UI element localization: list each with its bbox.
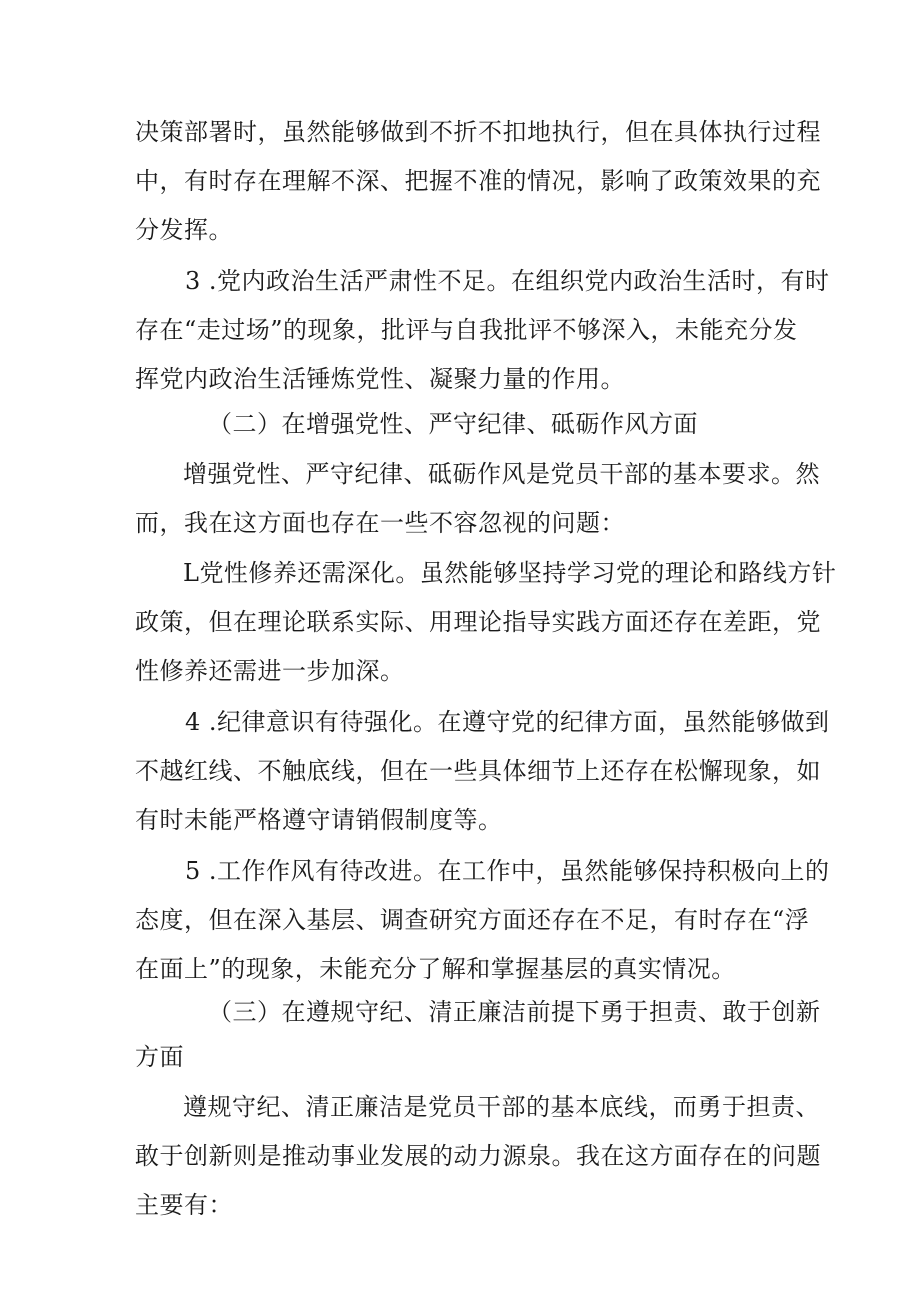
body-text-line: 政策，但在理论联系实际、用理论指导实践方面还存在差距，党 <box>135 608 821 636</box>
section-heading-2: （二）在增强党性、严守纪律、砥砺作风方面 <box>208 410 698 438</box>
body-text-line: 遵规守纪、清正廉洁是党员干部的基本底线，而勇于担责、 <box>183 1093 820 1121</box>
body-text-line: 有时未能严格遵守请销假制度等。 <box>135 806 503 834</box>
body-text-line: 存在“走过场”的现象，批评与自我批评不够深入，未能充分发 <box>135 316 798 344</box>
section-heading-3: （三）在遵规守纪、清正廉洁前提下勇于担责、敢于创新 <box>208 998 821 1026</box>
body-text-line: 挥党内政治生活锤炼党性、凝聚力量的作用。 <box>135 365 625 393</box>
body-text-line: 分发挥。 <box>135 216 233 244</box>
section-heading-3-continued: 方面 <box>135 1043 184 1071</box>
body-text-line: 中，有时存在理解不深、把握不准的情况，影响了政策效果的充 <box>135 167 821 195</box>
numbered-item-3: 3 .党内政治生活严肃性不足。在组织党内政治生活时，有时 <box>185 267 830 295</box>
body-text-line: 在面上”的现象，未能充分了解和掌握基层的真实情况。 <box>135 955 736 983</box>
body-text-line: 主要有： <box>135 1191 233 1219</box>
numbered-item-1: L党性修养还需深化。虽然能够坚持学习党的理论和路线方针 <box>183 559 837 587</box>
body-text-line: 不越红线、不触底线，但在一些具体细节上还存在松懈现象，如 <box>135 757 821 785</box>
body-text-line: 增强党性、严守纪律、砥砺作风是党员干部的基本要求。然 <box>183 460 820 488</box>
body-text-line: 决策部署时，虽然能够做到不折不扣地执行，但在具体执行过程 <box>135 118 821 146</box>
numbered-item-4: 4 .纪律意识有待强化。在遵守党的纪律方面，虽然能够做到 <box>185 708 830 736</box>
body-text-line: 敢于创新则是推动事业发展的动力源泉。我在这方面存在的问题 <box>135 1142 821 1170</box>
body-text-line: 而，我在这方面也存在一些不容忽视的问题： <box>135 509 625 537</box>
body-text-line: 态度，但在深入基层、调查研究方面还存在不足，有时存在“浮 <box>135 906 810 934</box>
body-text-line: 性修养还需进一步加深。 <box>135 657 405 685</box>
numbered-item-5: 5 .工作作风有待改进。在工作中，虽然能够保持积极向上的 <box>185 857 830 885</box>
